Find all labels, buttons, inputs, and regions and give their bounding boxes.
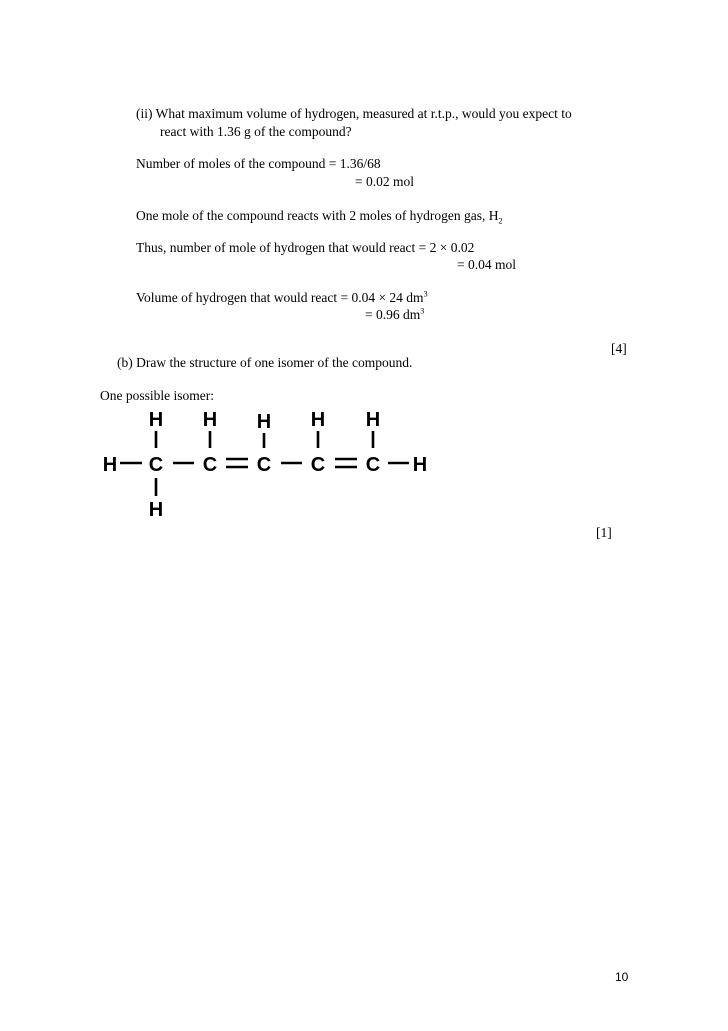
moles-compound-line: Number of moles of the compound = 1.36/68 bbox=[136, 156, 381, 171]
top-hydrogen-1: H bbox=[148, 409, 164, 431]
volume-hydrogen-line bbox=[136, 290, 428, 306]
chain-hydrogen-left: H bbox=[102, 454, 118, 476]
volume-hydrogen-text: Volume of hydrogen that would react = 0.04 × 24 dm bbox=[136, 290, 424, 305]
top-hydrogen-3: H bbox=[256, 411, 272, 433]
mole-ratio-line bbox=[136, 208, 503, 224]
moles-hydrogen-line: Thus, number of mole of hydrogen that would react = 2 × 0.02 bbox=[136, 240, 475, 255]
isomer-structural-formula bbox=[100, 406, 440, 522]
marks-part-b: [1] bbox=[596, 525, 612, 540]
volume-hydrogen-result: = 0.96 dm bbox=[365, 307, 421, 322]
volume-hydrogen-superscript: 3 bbox=[423, 289, 428, 299]
volume-hydrogen-result-line bbox=[365, 307, 424, 323]
moles-compound-result: = 0.02 mol bbox=[355, 174, 414, 189]
marks-part-a-ii: [4] bbox=[611, 341, 627, 356]
carbon-4: C bbox=[310, 454, 326, 476]
question-a-ii-line1: (ii) What maximum volume of hydrogen, measured at r.t.p., would you expect to bbox=[136, 106, 572, 121]
volume-hydrogen-result-superscript: 3 bbox=[420, 306, 425, 316]
top-hydrogen-5: H bbox=[365, 409, 381, 431]
page-number: 10 bbox=[615, 970, 629, 984]
top-hydrogen-2: H bbox=[202, 409, 218, 431]
carbon-1: C bbox=[148, 454, 164, 476]
mole-ratio-subscript: 2 bbox=[498, 216, 503, 226]
question-b: (b) Draw the structure of one isomer of the compound. bbox=[117, 355, 413, 370]
question-a-ii-line2: react with 1.36 g of the compound? bbox=[160, 124, 352, 139]
top-hydrogen-4: H bbox=[310, 409, 326, 431]
carbon-2: C bbox=[202, 454, 218, 476]
carbon-3: C bbox=[256, 454, 272, 476]
answer-intro: One possible isomer: bbox=[100, 388, 214, 403]
chain-hydrogen-right: H bbox=[412, 454, 428, 476]
mole-ratio-text: One mole of the compound reacts with 2 moles of hydrogen gas, H bbox=[136, 208, 499, 223]
carbon-5: C bbox=[365, 454, 381, 476]
moles-hydrogen-result: = 0.04 mol bbox=[457, 257, 516, 272]
bottom-hydrogen: H bbox=[148, 499, 164, 521]
